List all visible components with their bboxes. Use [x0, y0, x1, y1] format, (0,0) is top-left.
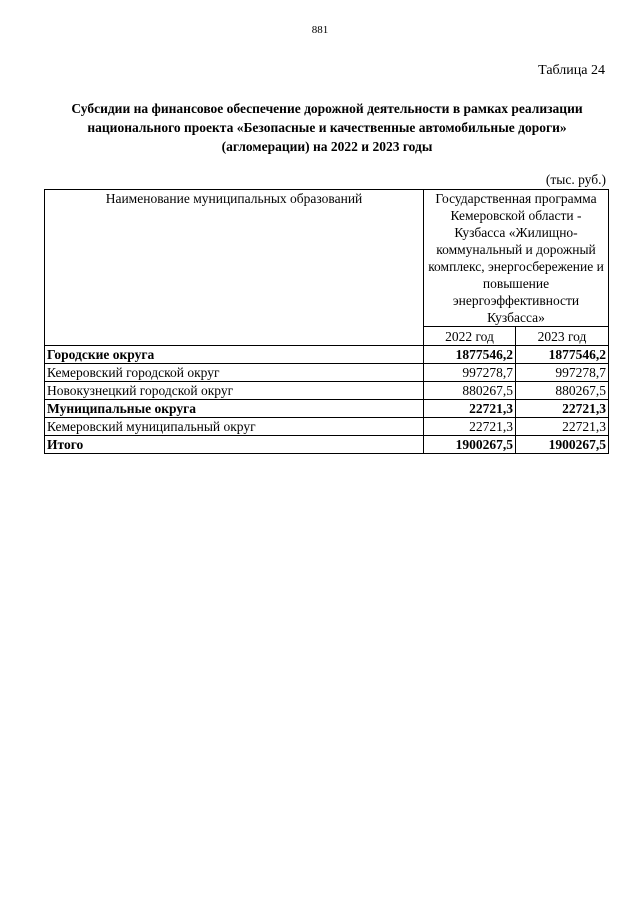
units-label: (тыс. руб.) — [545, 172, 606, 187]
table-body — [45, 346, 609, 454]
row-2022-cell: 997278,7 — [424, 364, 516, 382]
row-name-cell: Итого — [45, 436, 424, 454]
table-row — [45, 382, 609, 400]
subsidy-table — [44, 189, 609, 454]
table-row — [45, 364, 609, 382]
row-name-cell: Городские округа — [45, 346, 424, 364]
title-line-2: национального проекта «Безопасные и качественные автомобильные дороги» — [87, 120, 567, 135]
row-2023-cell: 22721,3 — [516, 418, 609, 436]
name-column-header: Наименование муниципальных образований — [45, 190, 424, 346]
row-2022-cell: 1900267,5 — [424, 436, 516, 454]
document-title — [44, 99, 610, 156]
program-column-header: Государственная программа Кемеровской области - Кузбасса «Жилищно-коммунальный и дорожный комплекс, энергосбережение и повышение энергоэффективности Кузбасса» — [424, 190, 609, 327]
row-name-cell: Новокузнецкий городской округ — [45, 382, 424, 400]
table-row — [45, 400, 609, 418]
row-2022-cell: 1877546,2 — [424, 346, 516, 364]
row-name-cell: Кемеровский муниципальный округ — [45, 418, 424, 436]
year-2022-header: 2022 год — [424, 327, 516, 346]
row-2022-cell: 22721,3 — [424, 418, 516, 436]
table-row — [45, 346, 609, 364]
row-2023-cell: 880267,5 — [516, 382, 609, 400]
row-2023-cell: 22721,3 — [516, 400, 609, 418]
title-line-1: Субсидии на финансовое обеспечение дорожной деятельности в рамках реализации — [71, 101, 583, 116]
title-line-3: (агломерации) на 2022 и 2023 годы — [221, 139, 433, 154]
table-header-row — [45, 190, 609, 327]
page-number: 881 — [311, 24, 329, 36]
row-2023-cell: 1877546,2 — [516, 346, 609, 364]
row-2022-cell: 22721,3 — [424, 400, 516, 418]
row-name-cell: Кемеровский городской округ — [45, 364, 424, 382]
year-2023-header: 2023 год — [516, 327, 609, 346]
row-2023-cell: 1900267,5 — [516, 436, 609, 454]
row-2022-cell: 880267,5 — [424, 382, 516, 400]
table-row — [45, 418, 609, 436]
row-name-cell: Муниципальные округа — [45, 400, 424, 418]
table-row — [45, 436, 609, 454]
row-2023-cell: 997278,7 — [516, 364, 609, 382]
table-label: Таблица 24 — [538, 63, 605, 78]
